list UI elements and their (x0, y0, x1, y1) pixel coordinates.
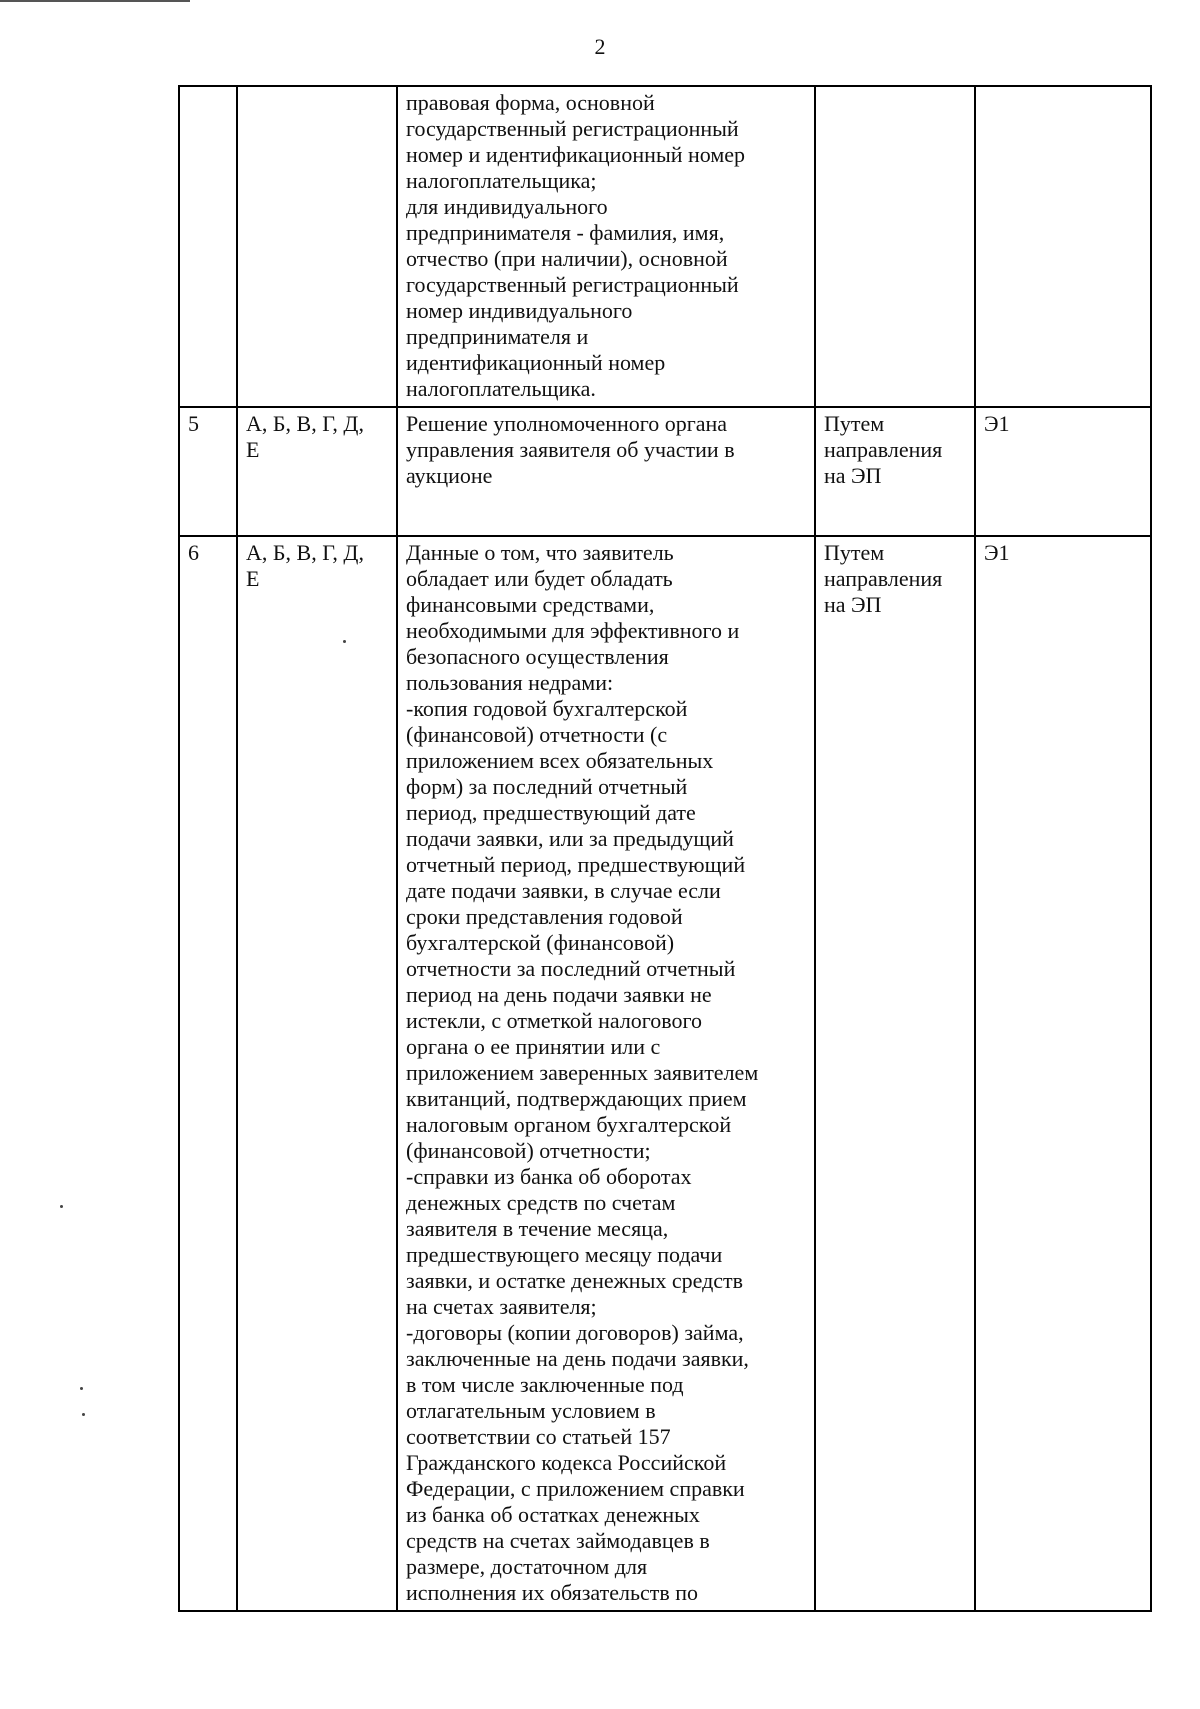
scan-speck (80, 1387, 83, 1390)
table-row-continued (179, 86, 1151, 407)
submission-method-cell (815, 86, 975, 407)
row-number: 6 (188, 540, 199, 565)
row-number-cell (179, 407, 237, 536)
row-number-cell (179, 86, 237, 407)
submission-method: Путем направления на ЭП (824, 411, 943, 488)
document-code-cell (975, 86, 1151, 407)
table-row-5 (179, 407, 1151, 536)
document-description-cell (397, 536, 815, 1611)
scan-speck (343, 640, 346, 643)
page-number: 2 (594, 34, 606, 59)
scan-edge-line (0, 0, 190, 2)
document-description: Решение уполномоченного органа управления заявителя об участии в аукционе (406, 411, 735, 488)
document-code: Э1 (984, 411, 1010, 436)
document-description: Данные о том, что заявитель обладает или будет обладать финансовыми средствами, необходимыми для эффективного и безопасного осуществления пользования недрами: -копия годовой бухгалтерской (финансовой) отчетности (с приложением всех обязательных форм) за последний отчетный период, предшествующий дате подачи заявки, или за предыдущий отчетный период, предшествующий дате подачи заявки, в случае если сроки представления годовой бухгалтерской (финансовой) отчетности за последний отчетный период на день подачи заявки не истекли, с отметкой налогового органа о ее принятии или с приложением заверенных заявителем квитанций, подтверждающих прием налоговым органом бухгалтерской (финансовой) отчетности; -справки из банка об оборотах денежных средств по счетам заявителя в течение месяца, предшествующего месяцу подачи заявки, и остатке денежных средств на счетах заявителя; -договоры (копии договоров) займа, заключенные на день подачи заявки, в том числе заключенные под отлагательным условием в соответствии со статьей 157 Гражданского кодекса Российской Федерации, с приложением справки из банка об остатках денежных средств на счетах займодавцев в размере, достаточном для исполнения их обязательств по (406, 540, 759, 1605)
requirements-table (178, 85, 1152, 1612)
document-description-cell (397, 86, 815, 407)
applicant-groups-cell (237, 407, 397, 536)
applicant-groups: А, Б, В, Г, Д, Е (246, 411, 364, 462)
submission-method-cell (815, 407, 975, 536)
scan-speck (82, 1413, 85, 1416)
submission-method: Путем направления на ЭП (824, 540, 943, 617)
submission-method-cell (815, 536, 975, 1611)
applicant-groups-cell (237, 536, 397, 1611)
document-code: Э1 (984, 540, 1010, 565)
document-description: правовая форма, основной государственный регистрационный номер и идентификационный номер налогоплательщика; для индивидуального предпринимателя - фамилия, имя, отчество (при наличии), основной государственный регистрационный номер индивидуального предпринимателя и идентификационный номер налогоплательщика. (406, 90, 746, 401)
scan-speck (60, 1205, 63, 1208)
row-number-cell (179, 536, 237, 1611)
document-description-cell (397, 407, 815, 536)
table-row-6 (179, 536, 1151, 1611)
applicant-groups: А, Б, В, Г, Д, Е (246, 540, 364, 591)
row-number: 5 (188, 411, 199, 436)
document-code-cell (975, 407, 1151, 536)
applicant-groups-cell (237, 86, 397, 407)
document-code-cell (975, 536, 1151, 1611)
